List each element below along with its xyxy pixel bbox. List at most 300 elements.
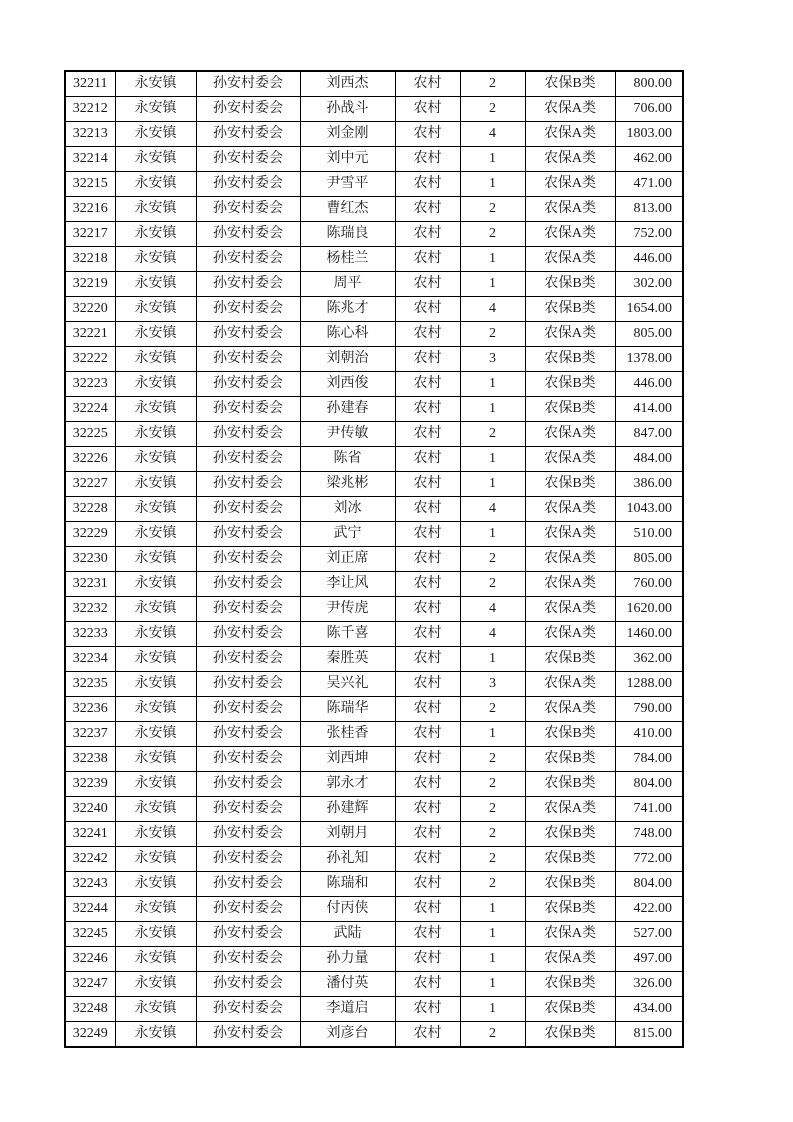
cell-person-name: 孙战斗 xyxy=(300,97,395,122)
cell-person-name: 陈省 xyxy=(300,447,395,472)
table-row xyxy=(65,372,683,397)
table-row xyxy=(65,997,683,1022)
cell-person-count: 4 xyxy=(460,122,525,147)
cell-record-id: 32233 xyxy=(65,622,115,647)
roster-table-container xyxy=(64,70,684,1048)
table-row xyxy=(65,822,683,847)
cell-amount: 1378.00 xyxy=(615,347,683,372)
cell-amount: 462.00 xyxy=(615,147,683,172)
cell-village-committee: 孙安村委会 xyxy=(196,497,300,522)
cell-person-count: 1 xyxy=(460,272,525,297)
cell-village-committee: 孙安村委会 xyxy=(196,272,300,297)
cell-person-count: 2 xyxy=(460,222,525,247)
table-row xyxy=(65,647,683,672)
cell-amount: 772.00 xyxy=(615,847,683,872)
cell-residence-type: 农村 xyxy=(395,947,460,972)
cell-person-count: 1 xyxy=(460,922,525,947)
cell-person-count: 1 xyxy=(460,172,525,197)
cell-person-name: 孙力量 xyxy=(300,947,395,972)
cell-person-count: 4 xyxy=(460,497,525,522)
cell-village-committee: 孙安村委会 xyxy=(196,147,300,172)
cell-person-name: 刘朝治 xyxy=(300,347,395,372)
cell-insurance-category: 农保A类 xyxy=(525,247,615,272)
cell-town: 永安镇 xyxy=(115,522,196,547)
cell-insurance-category: 农保A类 xyxy=(525,797,615,822)
cell-insurance-category: 农保A类 xyxy=(525,497,615,522)
cell-person-name: 孙建春 xyxy=(300,397,395,422)
cell-residence-type: 农村 xyxy=(395,322,460,347)
cell-record-id: 32246 xyxy=(65,947,115,972)
table-row xyxy=(65,722,683,747)
cell-amount: 446.00 xyxy=(615,247,683,272)
cell-person-name: 刘彦台 xyxy=(300,1022,395,1048)
cell-insurance-category: 农保A类 xyxy=(525,172,615,197)
cell-record-id: 32241 xyxy=(65,822,115,847)
table-row xyxy=(65,1022,683,1048)
cell-record-id: 32230 xyxy=(65,547,115,572)
cell-residence-type: 农村 xyxy=(395,397,460,422)
cell-insurance-category: 农保A类 xyxy=(525,672,615,697)
cell-town: 永安镇 xyxy=(115,797,196,822)
cell-person-count: 2 xyxy=(460,697,525,722)
roster-table-body xyxy=(65,71,683,1047)
cell-person-count: 1 xyxy=(460,947,525,972)
cell-village-committee: 孙安村委会 xyxy=(196,372,300,397)
cell-person-name: 李让风 xyxy=(300,572,395,597)
cell-residence-type: 农村 xyxy=(395,497,460,522)
cell-amount: 804.00 xyxy=(615,872,683,897)
cell-insurance-category: 农保B类 xyxy=(525,872,615,897)
cell-record-id: 32242 xyxy=(65,847,115,872)
cell-village-committee: 孙安村委会 xyxy=(196,197,300,222)
table-row xyxy=(65,397,683,422)
cell-residence-type: 农村 xyxy=(395,972,460,997)
cell-amount: 1043.00 xyxy=(615,497,683,522)
cell-insurance-category: 农保B类 xyxy=(525,297,615,322)
cell-residence-type: 农村 xyxy=(395,247,460,272)
cell-record-id: 32211 xyxy=(65,71,115,97)
cell-person-name: 陈千喜 xyxy=(300,622,395,647)
cell-residence-type: 农村 xyxy=(395,172,460,197)
cell-person-count: 2 xyxy=(460,572,525,597)
cell-record-id: 32240 xyxy=(65,797,115,822)
cell-insurance-category: 农保B类 xyxy=(525,722,615,747)
cell-person-name: 杨桂兰 xyxy=(300,247,395,272)
cell-person-name: 刘西杰 xyxy=(300,71,395,97)
table-row xyxy=(65,547,683,572)
cell-record-id: 32249 xyxy=(65,1022,115,1048)
cell-person-count: 1 xyxy=(460,647,525,672)
cell-person-name: 武陆 xyxy=(300,922,395,947)
cell-amount: 1620.00 xyxy=(615,597,683,622)
cell-town: 永安镇 xyxy=(115,747,196,772)
cell-insurance-category: 农保A类 xyxy=(525,697,615,722)
cell-town: 永安镇 xyxy=(115,422,196,447)
table-row xyxy=(65,272,683,297)
cell-amount: 434.00 xyxy=(615,997,683,1022)
cell-amount: 1654.00 xyxy=(615,297,683,322)
table-row xyxy=(65,972,683,997)
cell-amount: 510.00 xyxy=(615,522,683,547)
cell-town: 永安镇 xyxy=(115,597,196,622)
cell-person-count: 2 xyxy=(460,97,525,122)
cell-village-committee: 孙安村委会 xyxy=(196,597,300,622)
cell-person-name: 尹传虎 xyxy=(300,597,395,622)
cell-residence-type: 农村 xyxy=(395,222,460,247)
table-row xyxy=(65,672,683,697)
cell-residence-type: 农村 xyxy=(395,997,460,1022)
cell-insurance-category: 农保A类 xyxy=(525,197,615,222)
cell-person-name: 孙建辉 xyxy=(300,797,395,822)
table-row xyxy=(65,122,683,147)
cell-record-id: 32229 xyxy=(65,522,115,547)
cell-amount: 497.00 xyxy=(615,947,683,972)
cell-record-id: 32248 xyxy=(65,997,115,1022)
cell-person-name: 武宁 xyxy=(300,522,395,547)
cell-town: 永安镇 xyxy=(115,697,196,722)
cell-residence-type: 农村 xyxy=(395,272,460,297)
cell-town: 永安镇 xyxy=(115,372,196,397)
cell-record-id: 32215 xyxy=(65,172,115,197)
cell-village-committee: 孙安村委会 xyxy=(196,572,300,597)
table-row xyxy=(65,872,683,897)
cell-residence-type: 农村 xyxy=(395,772,460,797)
cell-village-committee: 孙安村委会 xyxy=(196,997,300,1022)
table-row xyxy=(65,472,683,497)
cell-village-committee: 孙安村委会 xyxy=(196,97,300,122)
cell-insurance-category: 农保B类 xyxy=(525,772,615,797)
cell-person-count: 2 xyxy=(460,547,525,572)
cell-insurance-category: 农保A类 xyxy=(525,547,615,572)
cell-residence-type: 农村 xyxy=(395,722,460,747)
cell-person-name: 刘朝月 xyxy=(300,822,395,847)
table-row xyxy=(65,172,683,197)
cell-person-name: 秦胜英 xyxy=(300,647,395,672)
cell-person-count: 2 xyxy=(460,872,525,897)
table-row xyxy=(65,947,683,972)
cell-person-name: 李道启 xyxy=(300,997,395,1022)
cell-town: 永安镇 xyxy=(115,272,196,297)
cell-person-count: 1 xyxy=(460,722,525,747)
cell-amount: 410.00 xyxy=(615,722,683,747)
cell-village-committee: 孙安村委会 xyxy=(196,347,300,372)
cell-insurance-category: 农保A类 xyxy=(525,947,615,972)
cell-town: 永安镇 xyxy=(115,722,196,747)
cell-insurance-category: 农保B类 xyxy=(525,272,615,297)
cell-residence-type: 农村 xyxy=(395,672,460,697)
cell-residence-type: 农村 xyxy=(395,747,460,772)
table-row xyxy=(65,197,683,222)
cell-person-name: 刘西俊 xyxy=(300,372,395,397)
cell-person-count: 1 xyxy=(460,997,525,1022)
cell-person-name: 尹传敏 xyxy=(300,422,395,447)
cell-residence-type: 农村 xyxy=(395,847,460,872)
cell-amount: 1460.00 xyxy=(615,622,683,647)
cell-person-name: 陈瑞和 xyxy=(300,872,395,897)
cell-person-name: 刘金刚 xyxy=(300,122,395,147)
cell-village-committee: 孙安村委会 xyxy=(196,71,300,97)
cell-insurance-category: 农保A类 xyxy=(525,922,615,947)
cell-person-name: 陈瑞良 xyxy=(300,222,395,247)
cell-record-id: 32221 xyxy=(65,322,115,347)
table-row xyxy=(65,922,683,947)
cell-insurance-category: 农保A类 xyxy=(525,147,615,172)
cell-amount: 1288.00 xyxy=(615,672,683,697)
cell-village-committee: 孙安村委会 xyxy=(196,322,300,347)
cell-town: 永安镇 xyxy=(115,97,196,122)
cell-insurance-category: 农保B类 xyxy=(525,372,615,397)
cell-amount: 1803.00 xyxy=(615,122,683,147)
cell-town: 永安镇 xyxy=(115,447,196,472)
cell-person-count: 2 xyxy=(460,772,525,797)
cell-record-id: 32220 xyxy=(65,297,115,322)
cell-insurance-category: 农保B类 xyxy=(525,747,615,772)
cell-amount: 326.00 xyxy=(615,972,683,997)
cell-amount: 804.00 xyxy=(615,772,683,797)
cell-residence-type: 农村 xyxy=(395,597,460,622)
table-row xyxy=(65,297,683,322)
cell-residence-type: 农村 xyxy=(395,71,460,97)
cell-village-committee: 孙安村委会 xyxy=(196,697,300,722)
table-row xyxy=(65,797,683,822)
table-row xyxy=(65,247,683,272)
cell-insurance-category: 农保A类 xyxy=(525,322,615,347)
roster-table xyxy=(64,70,684,1048)
cell-person-name: 周平 xyxy=(300,272,395,297)
cell-person-count: 2 xyxy=(460,197,525,222)
cell-record-id: 32212 xyxy=(65,97,115,122)
cell-town: 永安镇 xyxy=(115,972,196,997)
cell-insurance-category: 农保B类 xyxy=(525,822,615,847)
table-row xyxy=(65,447,683,472)
cell-village-committee: 孙安村委会 xyxy=(196,872,300,897)
table-row xyxy=(65,572,683,597)
cell-town: 永安镇 xyxy=(115,172,196,197)
cell-town: 永安镇 xyxy=(115,322,196,347)
cell-town: 永安镇 xyxy=(115,572,196,597)
cell-person-count: 1 xyxy=(460,972,525,997)
cell-residence-type: 农村 xyxy=(395,697,460,722)
cell-amount: 484.00 xyxy=(615,447,683,472)
cell-record-id: 32222 xyxy=(65,347,115,372)
cell-person-count: 1 xyxy=(460,247,525,272)
cell-insurance-category: 农保B类 xyxy=(525,1022,615,1048)
cell-amount: 815.00 xyxy=(615,1022,683,1048)
cell-village-committee: 孙安村委会 xyxy=(196,297,300,322)
cell-insurance-category: 农保B类 xyxy=(525,347,615,372)
cell-residence-type: 农村 xyxy=(395,797,460,822)
cell-amount: 741.00 xyxy=(615,797,683,822)
cell-record-id: 32236 xyxy=(65,697,115,722)
cell-insurance-category: 农保B类 xyxy=(525,972,615,997)
cell-insurance-category: 农保B类 xyxy=(525,847,615,872)
cell-record-id: 32247 xyxy=(65,972,115,997)
cell-record-id: 32234 xyxy=(65,647,115,672)
cell-amount: 748.00 xyxy=(615,822,683,847)
cell-record-id: 32226 xyxy=(65,447,115,472)
cell-town: 永安镇 xyxy=(115,247,196,272)
cell-person-count: 1 xyxy=(460,447,525,472)
cell-village-committee: 孙安村委会 xyxy=(196,247,300,272)
cell-town: 永安镇 xyxy=(115,497,196,522)
cell-town: 永安镇 xyxy=(115,472,196,497)
cell-record-id: 32238 xyxy=(65,747,115,772)
cell-record-id: 32235 xyxy=(65,672,115,697)
table-row xyxy=(65,747,683,772)
table-row xyxy=(65,697,683,722)
cell-record-id: 32216 xyxy=(65,197,115,222)
cell-insurance-category: 农保A类 xyxy=(525,122,615,147)
table-row xyxy=(65,847,683,872)
cell-insurance-category: 农保A类 xyxy=(525,422,615,447)
cell-residence-type: 农村 xyxy=(395,472,460,497)
cell-record-id: 32224 xyxy=(65,397,115,422)
cell-residence-type: 农村 xyxy=(395,922,460,947)
cell-residence-type: 农村 xyxy=(395,97,460,122)
cell-residence-type: 农村 xyxy=(395,447,460,472)
cell-person-count: 3 xyxy=(460,347,525,372)
cell-town: 永安镇 xyxy=(115,547,196,572)
cell-amount: 446.00 xyxy=(615,372,683,397)
table-row xyxy=(65,622,683,647)
cell-person-count: 2 xyxy=(460,71,525,97)
cell-record-id: 32231 xyxy=(65,572,115,597)
cell-village-committee: 孙安村委会 xyxy=(196,397,300,422)
cell-person-count: 1 xyxy=(460,372,525,397)
cell-insurance-category: 农保A类 xyxy=(525,447,615,472)
cell-village-committee: 孙安村委会 xyxy=(196,522,300,547)
cell-person-count: 2 xyxy=(460,847,525,872)
cell-record-id: 32217 xyxy=(65,222,115,247)
cell-person-count: 4 xyxy=(460,297,525,322)
cell-record-id: 32223 xyxy=(65,372,115,397)
cell-record-id: 32245 xyxy=(65,922,115,947)
cell-person-count: 2 xyxy=(460,322,525,347)
cell-person-name: 郭永才 xyxy=(300,772,395,797)
cell-residence-type: 农村 xyxy=(395,197,460,222)
cell-insurance-category: 农保A类 xyxy=(525,622,615,647)
cell-village-committee: 孙安村委会 xyxy=(196,647,300,672)
cell-town: 永安镇 xyxy=(115,197,196,222)
cell-person-count: 2 xyxy=(460,747,525,772)
cell-village-committee: 孙安村委会 xyxy=(196,922,300,947)
cell-record-id: 32225 xyxy=(65,422,115,447)
cell-residence-type: 农村 xyxy=(395,822,460,847)
cell-insurance-category: 农保B类 xyxy=(525,997,615,1022)
cell-residence-type: 农村 xyxy=(395,897,460,922)
cell-insurance-category: 农保B类 xyxy=(525,71,615,97)
cell-amount: 784.00 xyxy=(615,747,683,772)
cell-town: 永安镇 xyxy=(115,997,196,1022)
table-row xyxy=(65,322,683,347)
cell-town: 永安镇 xyxy=(115,822,196,847)
cell-town: 永安镇 xyxy=(115,922,196,947)
cell-person-count: 2 xyxy=(460,422,525,447)
cell-person-count: 4 xyxy=(460,597,525,622)
cell-residence-type: 农村 xyxy=(395,372,460,397)
cell-town: 永安镇 xyxy=(115,397,196,422)
cell-person-name: 梁兆彬 xyxy=(300,472,395,497)
cell-amount: 790.00 xyxy=(615,697,683,722)
cell-amount: 813.00 xyxy=(615,197,683,222)
cell-residence-type: 农村 xyxy=(395,547,460,572)
cell-record-id: 32228 xyxy=(65,497,115,522)
cell-person-name: 刘中元 xyxy=(300,147,395,172)
cell-amount: 752.00 xyxy=(615,222,683,247)
cell-amount: 805.00 xyxy=(615,322,683,347)
cell-person-name: 刘西坤 xyxy=(300,747,395,772)
cell-person-name: 潘付英 xyxy=(300,972,395,997)
cell-village-committee: 孙安村委会 xyxy=(196,847,300,872)
cell-residence-type: 农村 xyxy=(395,297,460,322)
cell-town: 永安镇 xyxy=(115,222,196,247)
cell-town: 永安镇 xyxy=(115,147,196,172)
cell-amount: 302.00 xyxy=(615,272,683,297)
cell-person-count: 1 xyxy=(460,522,525,547)
cell-person-count: 3 xyxy=(460,672,525,697)
cell-person-count: 1 xyxy=(460,897,525,922)
cell-person-name: 吴兴礼 xyxy=(300,672,395,697)
cell-person-count: 2 xyxy=(460,822,525,847)
cell-amount: 386.00 xyxy=(615,472,683,497)
cell-record-id: 32218 xyxy=(65,247,115,272)
cell-person-count: 1 xyxy=(460,147,525,172)
cell-person-name: 陈瑞华 xyxy=(300,697,395,722)
cell-amount: 422.00 xyxy=(615,897,683,922)
cell-residence-type: 农村 xyxy=(395,647,460,672)
cell-amount: 800.00 xyxy=(615,71,683,97)
cell-amount: 847.00 xyxy=(615,422,683,447)
cell-town: 永安镇 xyxy=(115,647,196,672)
cell-town: 永安镇 xyxy=(115,1022,196,1048)
table-row xyxy=(65,147,683,172)
table-row xyxy=(65,772,683,797)
cell-amount: 805.00 xyxy=(615,547,683,572)
cell-town: 永安镇 xyxy=(115,847,196,872)
cell-residence-type: 农村 xyxy=(395,422,460,447)
table-row xyxy=(65,597,683,622)
cell-person-name: 陈兆才 xyxy=(300,297,395,322)
cell-village-committee: 孙安村委会 xyxy=(196,972,300,997)
cell-person-name: 曹红杰 xyxy=(300,197,395,222)
cell-person-count: 1 xyxy=(460,397,525,422)
cell-town: 永安镇 xyxy=(115,297,196,322)
cell-record-id: 32213 xyxy=(65,122,115,147)
cell-record-id: 32214 xyxy=(65,147,115,172)
cell-amount: 760.00 xyxy=(615,572,683,597)
table-row xyxy=(65,897,683,922)
cell-town: 永安镇 xyxy=(115,672,196,697)
cell-person-name: 付丙侠 xyxy=(300,897,395,922)
cell-village-committee: 孙安村委会 xyxy=(196,1022,300,1048)
cell-amount: 527.00 xyxy=(615,922,683,947)
cell-village-committee: 孙安村委会 xyxy=(196,897,300,922)
cell-village-committee: 孙安村委会 xyxy=(196,797,300,822)
cell-person-count: 4 xyxy=(460,622,525,647)
cell-insurance-category: 农保B类 xyxy=(525,647,615,672)
table-row xyxy=(65,222,683,247)
cell-residence-type: 农村 xyxy=(395,622,460,647)
cell-residence-type: 农村 xyxy=(395,522,460,547)
cell-record-id: 32227 xyxy=(65,472,115,497)
cell-residence-type: 农村 xyxy=(395,1022,460,1048)
cell-insurance-category: 农保B类 xyxy=(525,472,615,497)
cell-village-committee: 孙安村委会 xyxy=(196,122,300,147)
cell-town: 永安镇 xyxy=(115,947,196,972)
cell-town: 永安镇 xyxy=(115,122,196,147)
cell-insurance-category: 农保B类 xyxy=(525,397,615,422)
table-row xyxy=(65,522,683,547)
